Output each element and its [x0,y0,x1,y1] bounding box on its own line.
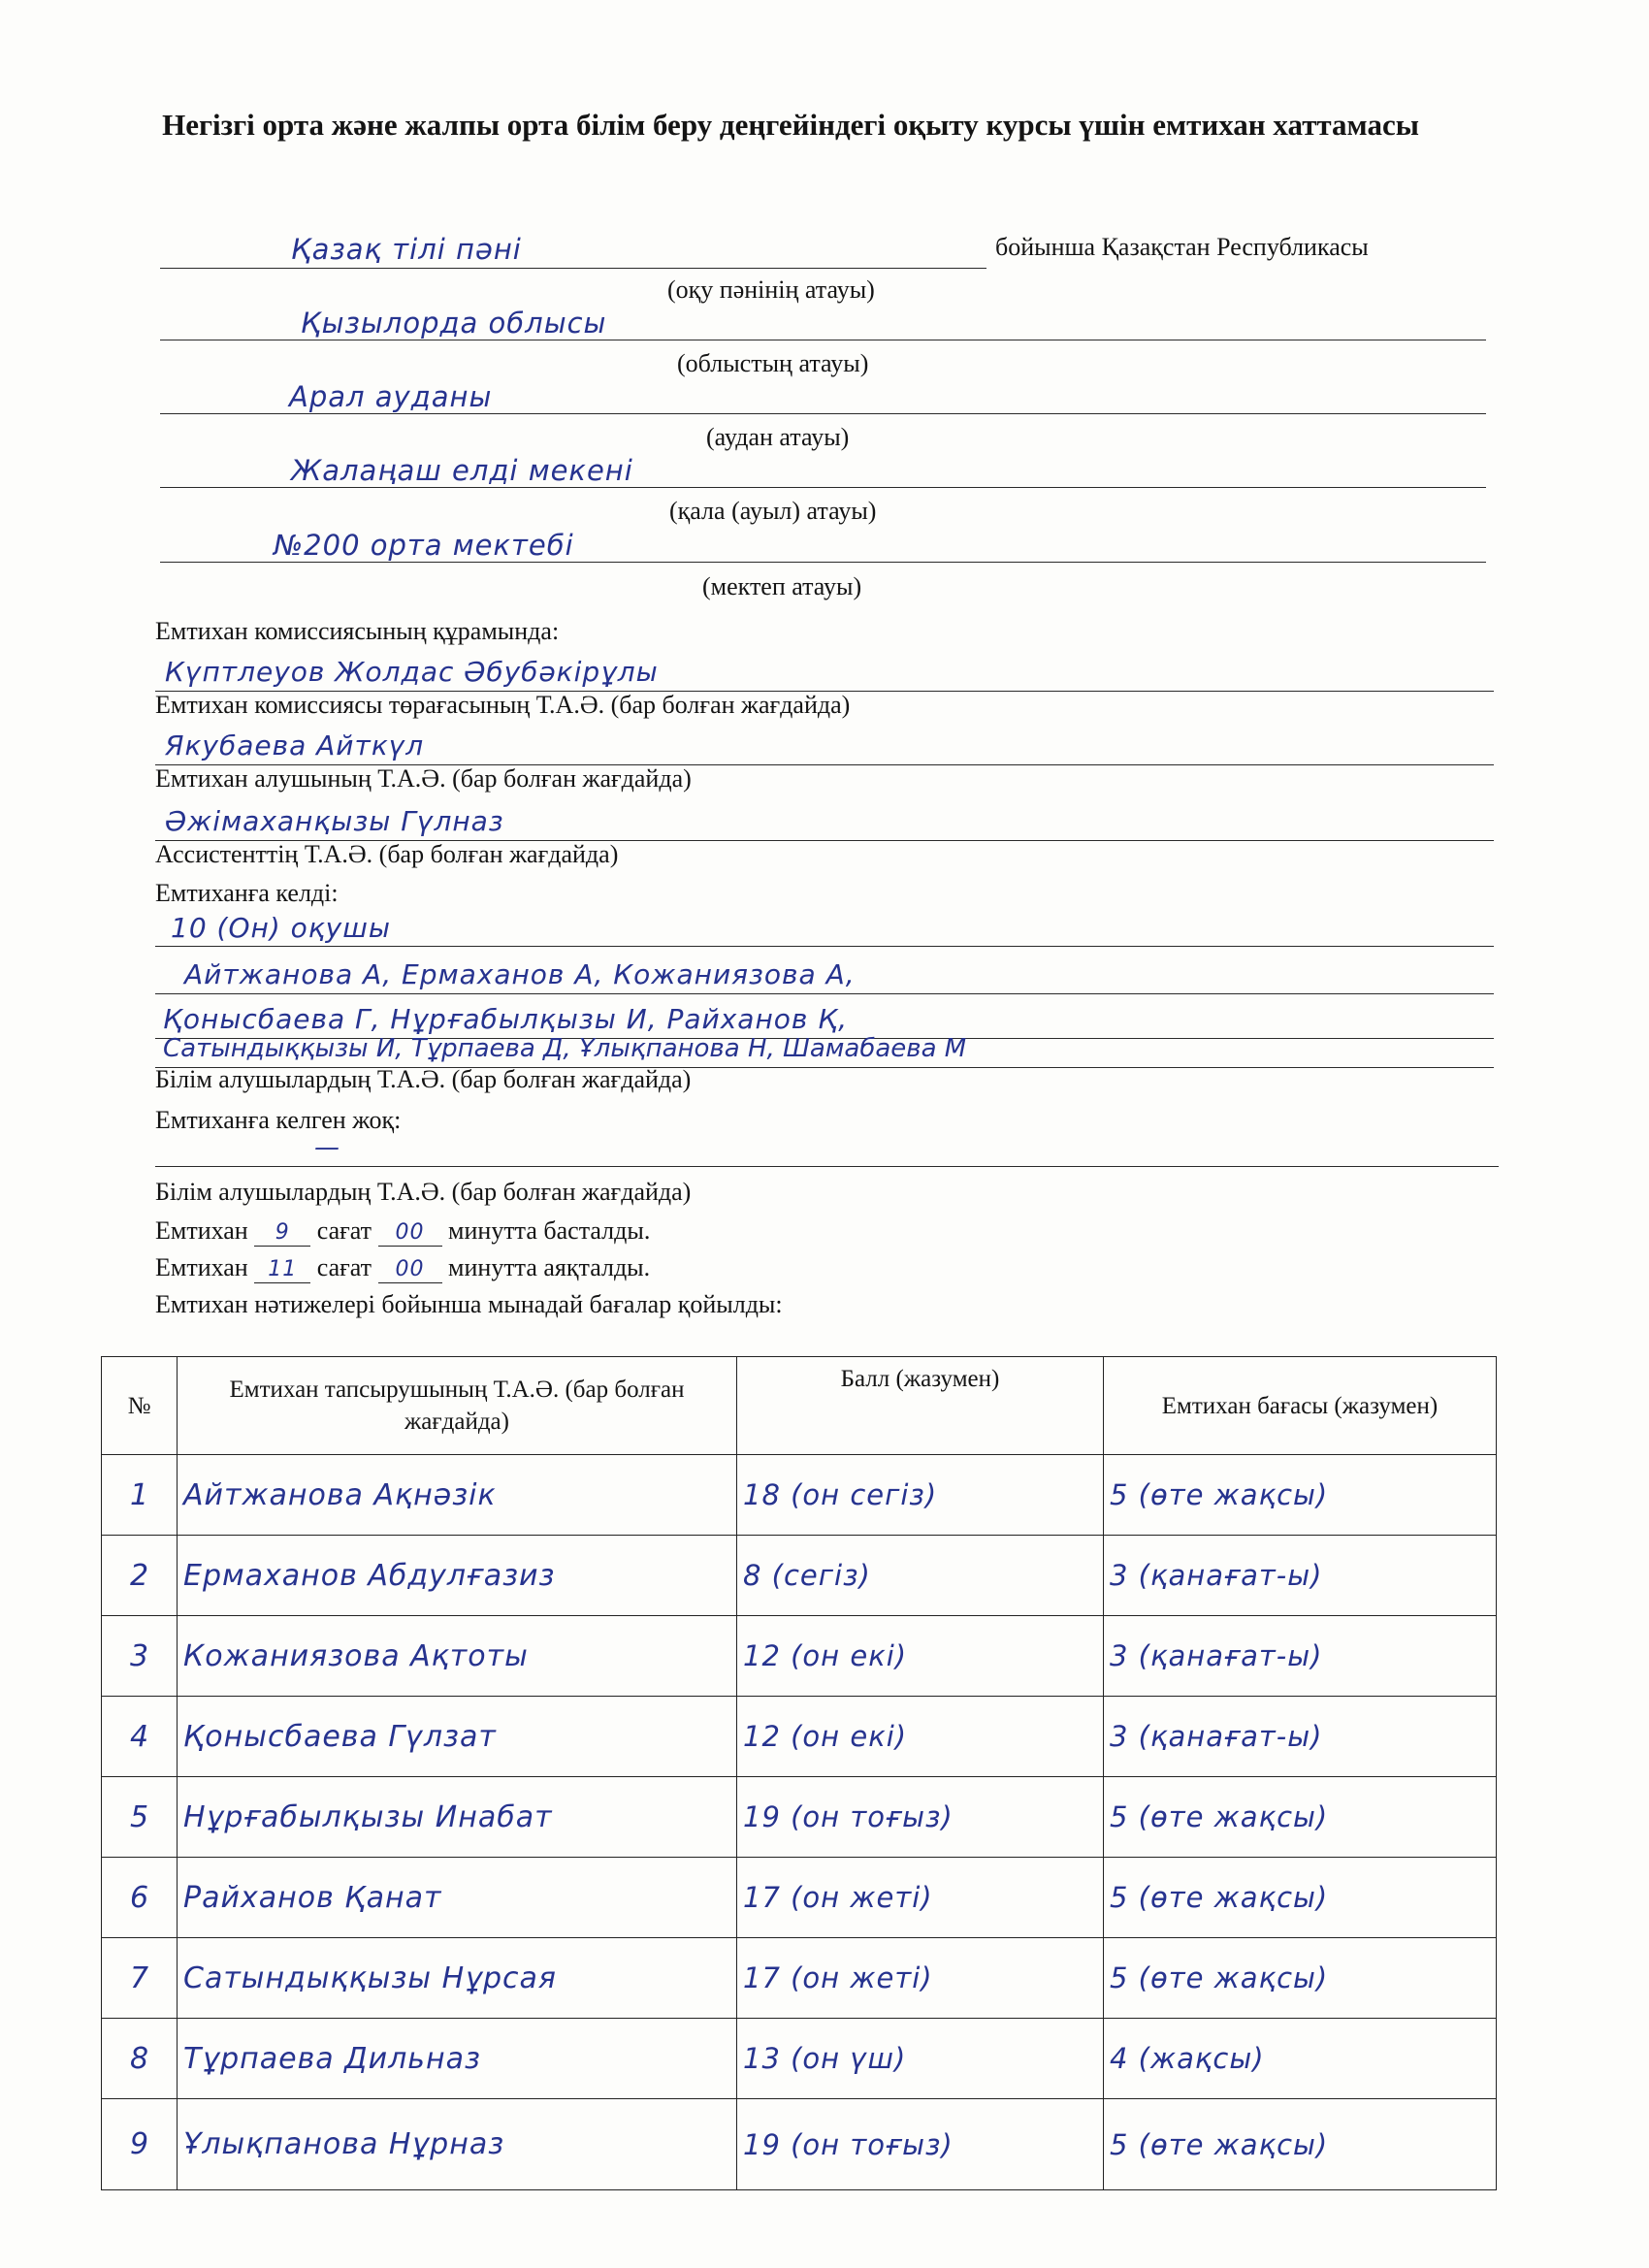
present-value-4: Сатындыққызы И, Тұрпаева Д, Ұлықпанова Н, Шамабаева М [163,1034,967,1063]
row-grade: 3 (қанағат-ы) [1110,1559,1323,1592]
row-name: Сатындыққызы Нұрсая [183,1960,557,1995]
assistant-label: Ассистенттің Т.А.Ә. (бар болған жағдайда) [155,840,619,868]
row-grade: 3 (қанағат-ы) [1110,1720,1323,1753]
row-score: 13 (он үш) [743,2042,907,2075]
header-number: № [102,1357,178,1455]
header-name: Емтихан тапсырушының Т.А.Ә. (бар болған жағдайда) [178,1357,737,1455]
end-hour: 11 [268,1257,298,1281]
row-grade: 5 (өте жақсы) [1110,1881,1329,1914]
document-title: Негізгі орта және жалпы орта білім беру деңгейіндегі оқыту курсы үшін емтихан хаттамасы [162,108,1419,142]
present-line-1 [155,946,1494,947]
examiner-label: Емтихан алушының Т.А.Ә. (бар болған жағдайда) [155,764,692,793]
school-line [160,562,1486,563]
row-number: 7 [129,1960,149,1995]
district-line [160,413,1486,414]
row-grade: 5 (өте жақсы) [1110,1961,1329,1994]
row-name: Ұлықпанова Нұрназ [183,2127,505,2161]
row-number: 8 [129,2041,149,2076]
absent-line [155,1166,1499,1167]
grades-line: Емтихан нәтижелері бойынша мынадай бағалар қойылды: [155,1290,783,1318]
row-name: Ермаханов Абдулғазиз [183,1558,556,1593]
present-heading: Емтиханға келді: [155,879,339,907]
district-value: Арал ауданы [289,380,493,413]
row-score: 19 (он тоғыз) [743,2127,954,2161]
absent-value: — [314,1133,340,1162]
header-grade: Емтихан бағасы (жазумен) [1104,1357,1497,1455]
row-score: 17 (он жеті) [743,1961,933,1994]
table-row [102,1536,1497,1616]
row-score: 12 (он екі) [743,1639,908,1672]
start-minute: 00 [395,1220,425,1245]
row-name: Кожаниязова Ақтоты [183,1638,529,1673]
start-prefix: Емтихан [155,1216,248,1245]
row-number: 6 [129,1880,149,1915]
school-value: №200 орта мектебі [274,529,574,562]
table-row [102,1616,1497,1697]
row-number: 2 [129,1558,149,1593]
present-value-2: Айтжанова А, Ермаханов А, Кожаниязова А, [184,958,856,990]
present-value-1: 10 (Он) оқушы [171,912,391,944]
row-name: Райханов Қанат [183,1880,442,1915]
row-name: Нұрғабылқызы Инабат [183,1799,553,1834]
table-row [102,1455,1497,1536]
start-suffix: минутта басталды. [448,1216,651,1245]
results-header-row [102,1357,1497,1455]
region-caption: (облыстың атауы) [677,349,869,377]
subject-line [160,268,986,269]
row-score: 18 (он сегіз) [743,1478,938,1511]
row-name: Қонысбаева Гүлзат [183,1719,497,1754]
subject-value: Қазақ тілі пәні [291,233,522,266]
end-time-line [155,1253,650,1283]
examiner-value: Якубаева Айткүл [165,729,425,761]
start-hour: 9 [275,1220,290,1245]
row-number: 3 [129,1638,149,1673]
subject-caption: (оқу пәнінің атауы) [667,275,875,304]
table-row [102,2019,1497,2099]
row-number: 4 [129,1719,149,1754]
row-grade: 4 (жақсы) [1110,2042,1265,2075]
chair-label: Емтихан комиссиясы төрағасының Т.А.Ә. (бар болған жағдайда) [155,691,851,719]
end-minute: 00 [395,1257,425,1281]
header-score: Балл (жазумен) [737,1357,1104,1455]
absent-heading: Емтиханға келген жоқ: [155,1106,402,1134]
end-suffix: минутта аяқталды. [448,1253,651,1281]
row-score: 8 (сегіз) [743,1559,871,1592]
settlement-caption: (қала (ауыл) атауы) [669,497,877,525]
row-grade: 5 (өте жақсы) [1110,1800,1329,1833]
row-score: 19 (он тоғыз) [743,1800,954,1833]
row-number: 9 [129,2127,149,2161]
table-row [102,1938,1497,2019]
start-time-line [155,1216,650,1247]
row-grade: 3 (қанағат-ы) [1110,1639,1323,1672]
row-number: 1 [129,1477,149,1512]
end-prefix: Емтихан [155,1253,248,1281]
row-number: 5 [129,1799,149,1834]
region-value: Қызылорда облысы [301,307,607,340]
absent-label: Білім алушылардың Т.А.Ә. (бар болған жағдайда) [155,1178,692,1206]
school-caption: (мектеп атауы) [702,572,862,600]
row-score: 17 (он жеті) [743,1881,933,1914]
results-table [101,1356,1497,2190]
table-row [102,2099,1497,2190]
row-grade: 5 (өте жақсы) [1110,2127,1329,2161]
row-score: 12 (он екі) [743,1720,908,1753]
table-row [102,1777,1497,1858]
settlement-line [160,487,1486,488]
settlement-value: Жалаңаш елді мекені [291,454,633,487]
start-hour-word: сағат [316,1216,372,1245]
table-row [102,1697,1497,1777]
chair-value: Күптлеуов Жолдас Әбубәкірұлы [165,656,659,688]
present-value-3: Қоныcбаева Г, Нұрғабылқызы И, Райханов Қ, [163,1003,849,1035]
present-line-2 [155,993,1494,994]
commission-heading: Емтихан комиссиясының құрамында: [155,617,560,645]
row-grade: 5 (өте жақсы) [1110,1478,1329,1511]
assistant-value: Әжімаханқызы Гүлназ [165,805,504,837]
row-name: Айтжанова Ақнәзік [183,1477,497,1512]
end-hour-word: сағат [316,1253,372,1281]
table-row [102,1858,1497,1938]
row-name: Тұрпаева Дильназ [183,2041,481,2076]
present-label: Білім алушылардың Т.А.Ә. (бар болған жағдайда) [155,1065,692,1093]
district-caption: (аудан атауы) [706,423,850,451]
subject-suffix: бойынша Қазақстан Республикасы [995,233,1369,261]
